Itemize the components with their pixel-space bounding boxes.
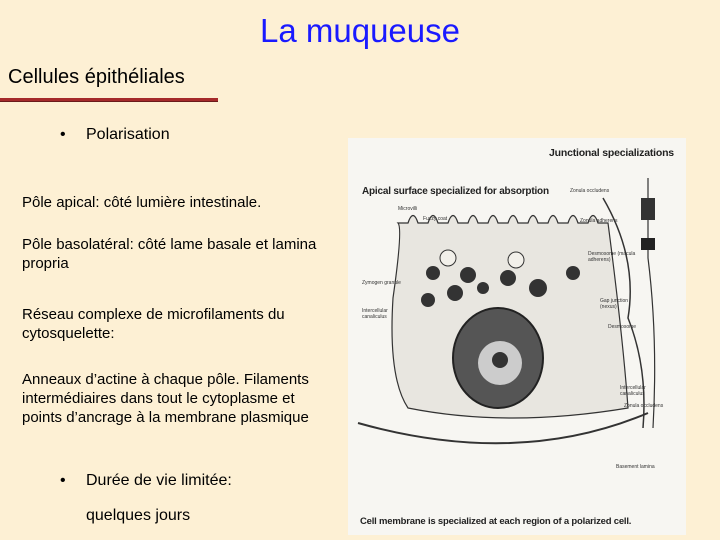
label-intercellular-canaliculus-2: Intercellular canaliculus [620, 385, 646, 397]
cell-diagram-figure [348, 138, 686, 535]
label-zonula-occludens-2: Zonula occludens [624, 403, 664, 409]
label-microvilli: Microvilli [398, 206, 418, 212]
bullet-duree [60, 472, 232, 490]
label-zymogen-granule: Zymogen granule [362, 280, 401, 286]
label-desmosome-macula: Desmosome (macula adherens) [588, 251, 636, 263]
polarized-cell-illustration [348, 138, 686, 535]
label-intercellular-canaliculus: Intercellular canaliculus [362, 308, 388, 320]
figure-caption: Cell membrane is specialized at each region of a polarized cell. [360, 516, 632, 527]
bullet-continuation: quelques jours [86, 507, 191, 524]
paragraph-apical: Pôle apical: côté lumière intestinale. [22, 194, 262, 211]
paragraph-basolateral: Pôle basolatéral: côté lame basale et lamina propria [22, 236, 317, 272]
label-basement-lamina: Basement lamina [616, 464, 655, 470]
figure-heading-apical: Apical surface specialized for absorption [362, 186, 549, 197]
subtitle-underline [0, 98, 218, 101]
slide-title: La muqueuse [260, 12, 460, 49]
slide-subtitle: Cellules épithéliales [8, 66, 185, 88]
bullet-icon: • [60, 472, 66, 489]
bullet-polarisation [60, 126, 170, 144]
label-desmosome: Desmosome [608, 324, 637, 330]
label-gap-junction: Gap junction (nexus) [600, 298, 629, 310]
label-fuzzy-coat: Fuzzy coat [423, 216, 448, 222]
paragraph-actin: Anneaux d’actine à chaque pôle. Filaments intermédiaires dans tout le cytoplasme et points d’ancrage à la membrane plasmique [22, 371, 309, 426]
figure-heading-junctional: Junctional specializations [549, 147, 674, 159]
bullet-text: Polarisation [86, 126, 170, 143]
bullet-icon: • [60, 126, 66, 143]
label-zonula-occludens: Zonula occludens [570, 188, 610, 194]
bullet-text: Durée de vie limitée: [86, 472, 232, 489]
paragraph-microfilaments: Réseau complexe de microfilaments du cytosquelette: [22, 306, 285, 342]
label-zonula-adherens: Zonula adherens [580, 218, 618, 224]
